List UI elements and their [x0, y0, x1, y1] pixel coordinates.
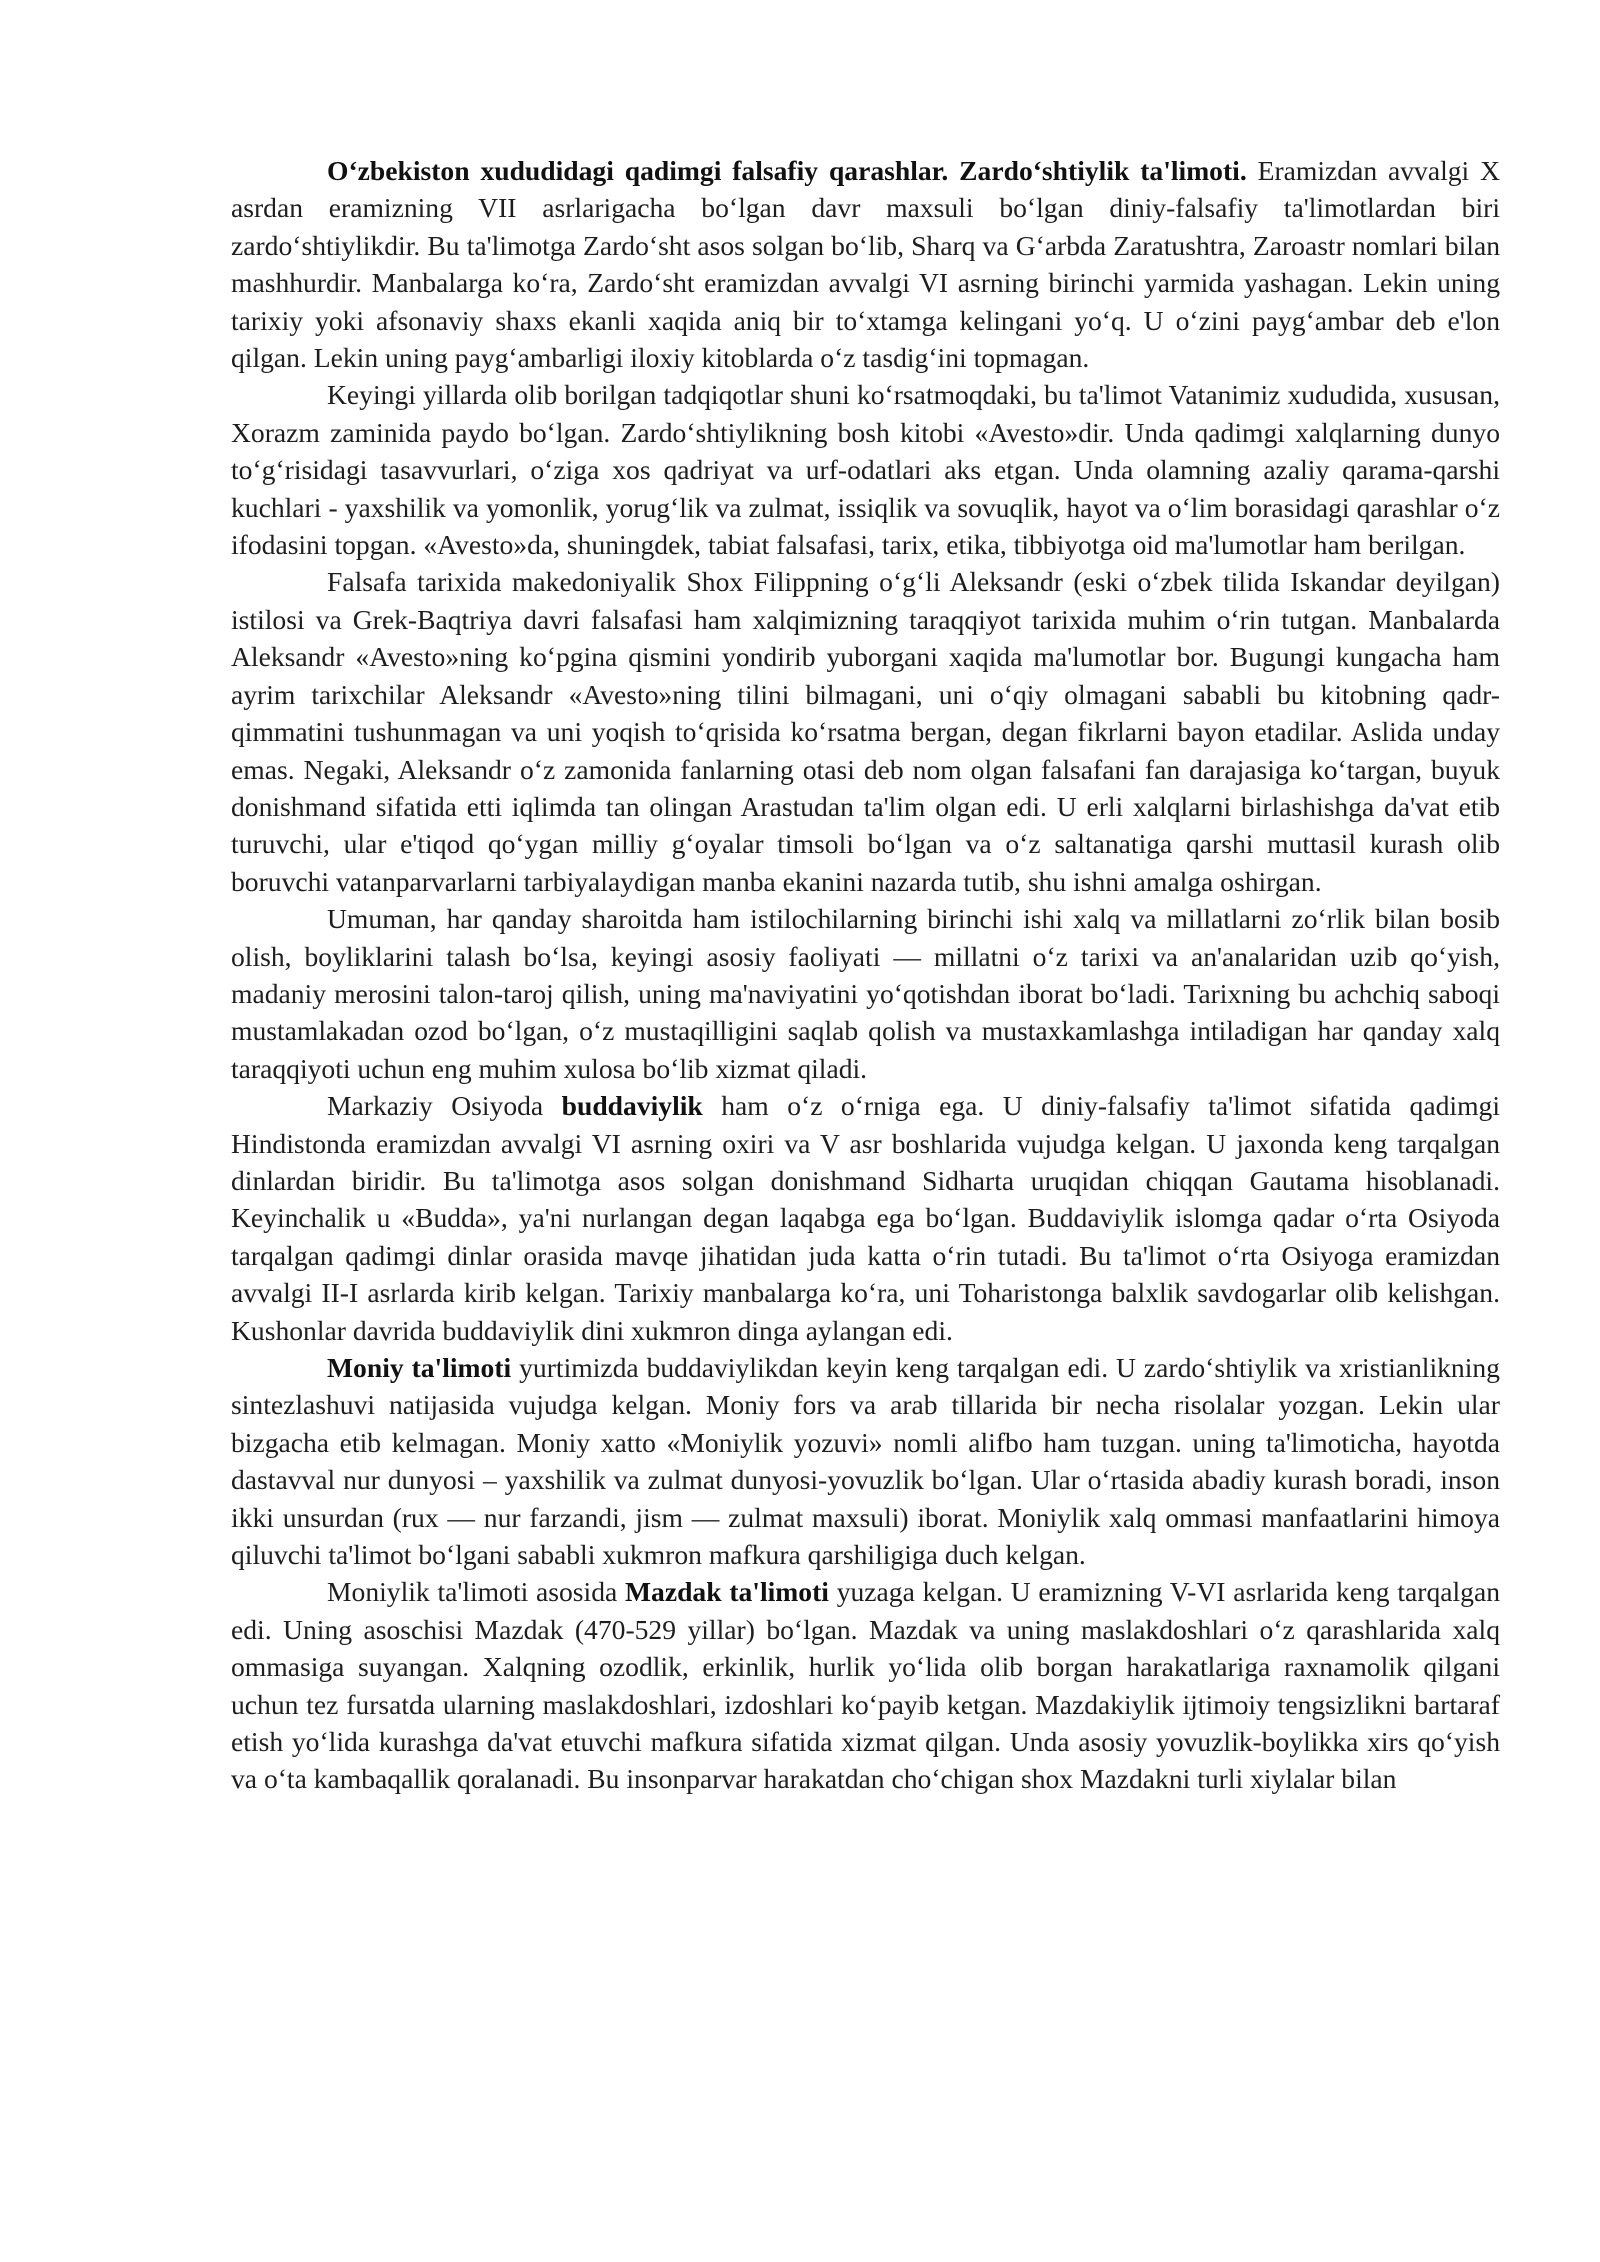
- paragraph-invaders: Umuman, har qanday sharoitda ham istilochilarning birinchi ishi xalq va millatlarni zo‘rlik bilan bosib olish, boyliklarini talash bo‘lsa, keyingi asosiy faoliyati — millatni o‘z tarixi va an'analaridan uzib qo‘yish, madaniy merosini talon-taroj qilish, uning ma'naviyatini yo‘qotishdan iborat bo‘ladi. Tarixning bu achchiq saboqi mustamlakadan ozod bo‘lgan, o‘z mustaqilligini saqlab qolish va mustaxkamlashga intiladigan har qanday xalq taraqqiyoti uchun eng muhim xulosa bo‘lib xizmat qiladi.: [231, 903, 1500, 1084]
- paragraph-text: ham o‘z o‘rniga ega. U diniy-falsafiy ta'limot sifatida qadimgi Hindistonda eramizdan avvalgi VI asrning oxiri va V asr boshlarida vujudga kelgan. U jaxonda keng tarqalgan dinlardan biridir. Bu ta'limotga asos solgan donishmand Sidharta uruqidan chiqqan Gautama hisoblanadi. Keyinchalik u «Budda», ya'ni nurlangan degan laqabga ega bo‘lgan. Buddaviylik islomga qadar o‘rta Osiyoda tarqalgan qadimgi dinlar orasida mavqe jihatidan juda katta o‘rin tutadi. Bu ta'limot o‘rta Osiyoga eramizdan avvalgi II-I asrlarda kirib kelgan. Tarixiy manbalarga ko‘ra, uni Toharistonga balxlik savdogarlar olib kelishgan. Kushonlar davrida buddaviylik dini xukmron dinga aylangan edi.: [231, 1090, 1500, 1346]
- document-body: [231, 152, 1500, 1798]
- paragraph-avesto: Keyingi yillarda olib borilgan tadqiqotlar shuni ko‘rsatmoqdaki, bu ta'limot Vatanimiz xududida, xususan, Xorazm zaminida paydo bo‘lgan. Zardo‘shtiylikning bosh kitobi «Avesto»dir. Unda qadimgi xalqlarning dunyo to‘g‘risidagi tasavvurlari, o‘ziga xos qadriyat va urf-odatlari aks etgan. Unda olamning azaliy qarama-qarshi kuchlari - yaxshilik va yomonlik, yorug‘lik va zulmat, issiqlik va sovuqlik, hayot va o‘lim borasidagi qarashlar o‘z ifodasini topgan. «Avesto»da, shuningdek, tabiat falsafasi, tarix, etika, tibbiyotga oid ma'lumotlar ham berilgan.: [231, 379, 1500, 561]
- term-buddhism: buddaviylik: [561, 1090, 703, 1122]
- term-mazdakism: Mazdak ta'limoti: [625, 1576, 829, 1608]
- paragraph-text: yuzaga kelgan. U eramizning V-VI asrlarida keng tarqalgan edi. Uning asoschisi Mazdak (470-529 yillar) bo‘lgan. Mazdak va uning maslakdoshlari o‘z qarashlarida xalq ommasiga suyangan. Xalqning ozodlik, erkinlik, hurlik yo‘lida olib borgan harakatlariga raxnamolik qilgani uchun tez fursatda ularning maslakdoshlari, izdoshlari ko‘payib ketgan. Mazdakiylik ijtimoiy tengsizlikni bartaraf etish yo‘lida kurashga da'vat etuvchi mafkura sifatida xizmat qilgan. Unda asosiy yovuzlik-boylikka xirs qo‘yish va o‘ta kambaqallik qoralanadi. Bu insonparvar harakatdan cho‘chigan shox Mazdakni turli xiylalar bilan: [231, 1576, 1500, 1795]
- paragraph-buddhism: [231, 1087, 1500, 1349]
- paragraph-text: Moniylik ta'limoti asosida: [327, 1576, 625, 1608]
- paragraph-text: yurtimizda buddaviylikdan keyin keng tarqalgan edi. U zardo‘shtiylik va xristianlikning sintezlashuvi natijasida vujudga kelgan. Moniy fors va arab tillarida bir necha risolalar yozgan. Lekin ular bizgacha etib kelmagan. Moniy xatto «Moniylik yozuvi» nomli alifbo ham tuzgan. uning ta'limoticha, hayotda dastavval nur dunyosi – yaxshilik va zulmat dunyosi-yovuzlik bo‘lgan. Ular o‘rtasida abadiy kurash boradi, inson ikki unsurdan (rux — nur farzandi, jism — zulmat maxsuli) iborat. Moniylik xalq ommasi manfaatlarini himoya qiluvchi ta'limot bo‘lgani sababli xukmron mafkura qarshiligiga duch kelgan.: [231, 1352, 1500, 1571]
- paragraph-mazdakism: [231, 1573, 1500, 1797]
- section-heading-zoroastrianism: O‘zbekiston xududidagi qadimgi falsafiy qarashlar. Zardo‘shtiylik ta'limoti.: [327, 155, 1247, 186]
- paragraph-text: Eramizdan avvalgi X asrdan eramizning VII asrlarigacha bo‘lgan davr maxsuli bo‘lgan diniy-falsafiy ta'limotlardan biri zardo‘shtiylikdir. Bu ta'limotga Zardo‘sht asos solgan bo‘lib, Sharq va G‘arbda Zaratushtra, Zaroastr nomlari bilan mashhurdir. Manbalarga ko‘ra, Zardo‘sht eramizdan avvalgi VI asrning birinchi yarmida yashagan. Lekin uning tarixiy yoki afsonaviy shaxs ekanli xaqida aniq bir to‘xtamga kelingani yo‘q. U o‘zini payg‘ambar deb e'lon qilgan. Lekin uning payg‘ambarligi iloxiy kitoblarda o‘z tasdig‘ini topmagan.: [231, 155, 1501, 374]
- term-manichaeism: Moniy ta'limoti: [327, 1352, 512, 1383]
- paragraph-aleksandr: Falsafa tarixida makedoniyalik Shox Filippning o‘g‘li Aleksandr (eski o‘zbek tilida Iskandar deyilgan) istilosi va Grek-Baqtriya davri falsafasi ham xalqimizning taraqqiyot tarixida muhim o‘rin tutgan. Manbalarda Aleksandr «Avesto»ning ko‘pgina qismini yondirib yuborgani xaqida ma'lumotlar bor. Bugungi kungacha ham ayrim tarixchilar Aleksandr «Avesto»ning tilini bilmagani, uni o‘qiy olmagani sababli bu kitobning qadr-qimmatini tushunmagan va uni yoqish to‘qrisida ko‘rsatma bergan, degan fikrlarni bayon etadilar. Aslida unday emas. Negaki, Aleksandr o‘z zamonida fanlarning otasi deb nom olgan falsafani fan darajasiga ko‘targan, buyuk donishmand sifatida etti iqlimda tan olingan Arastudan ta'lim olgan edi. U erli xalqlarni birlashishga da'vat etib turuvchi, ular e'tiqod qo‘ygan milliy g‘oyalar timsoli bo‘lgan va o‘z saltanatiga qarshi muttasil kurash olib boruvchi vatanparvarlarni tarbiyalaydigan manba ekanini nazarda tutib, shu ishni amalga oshirgan.: [231, 566, 1500, 897]
- paragraph-text: Markaziy Osiyoda: [327, 1090, 562, 1122]
- paragraph-manichaeism: [231, 1349, 1500, 1573]
- paragraph-zoroastrianism: [231, 152, 1500, 376]
